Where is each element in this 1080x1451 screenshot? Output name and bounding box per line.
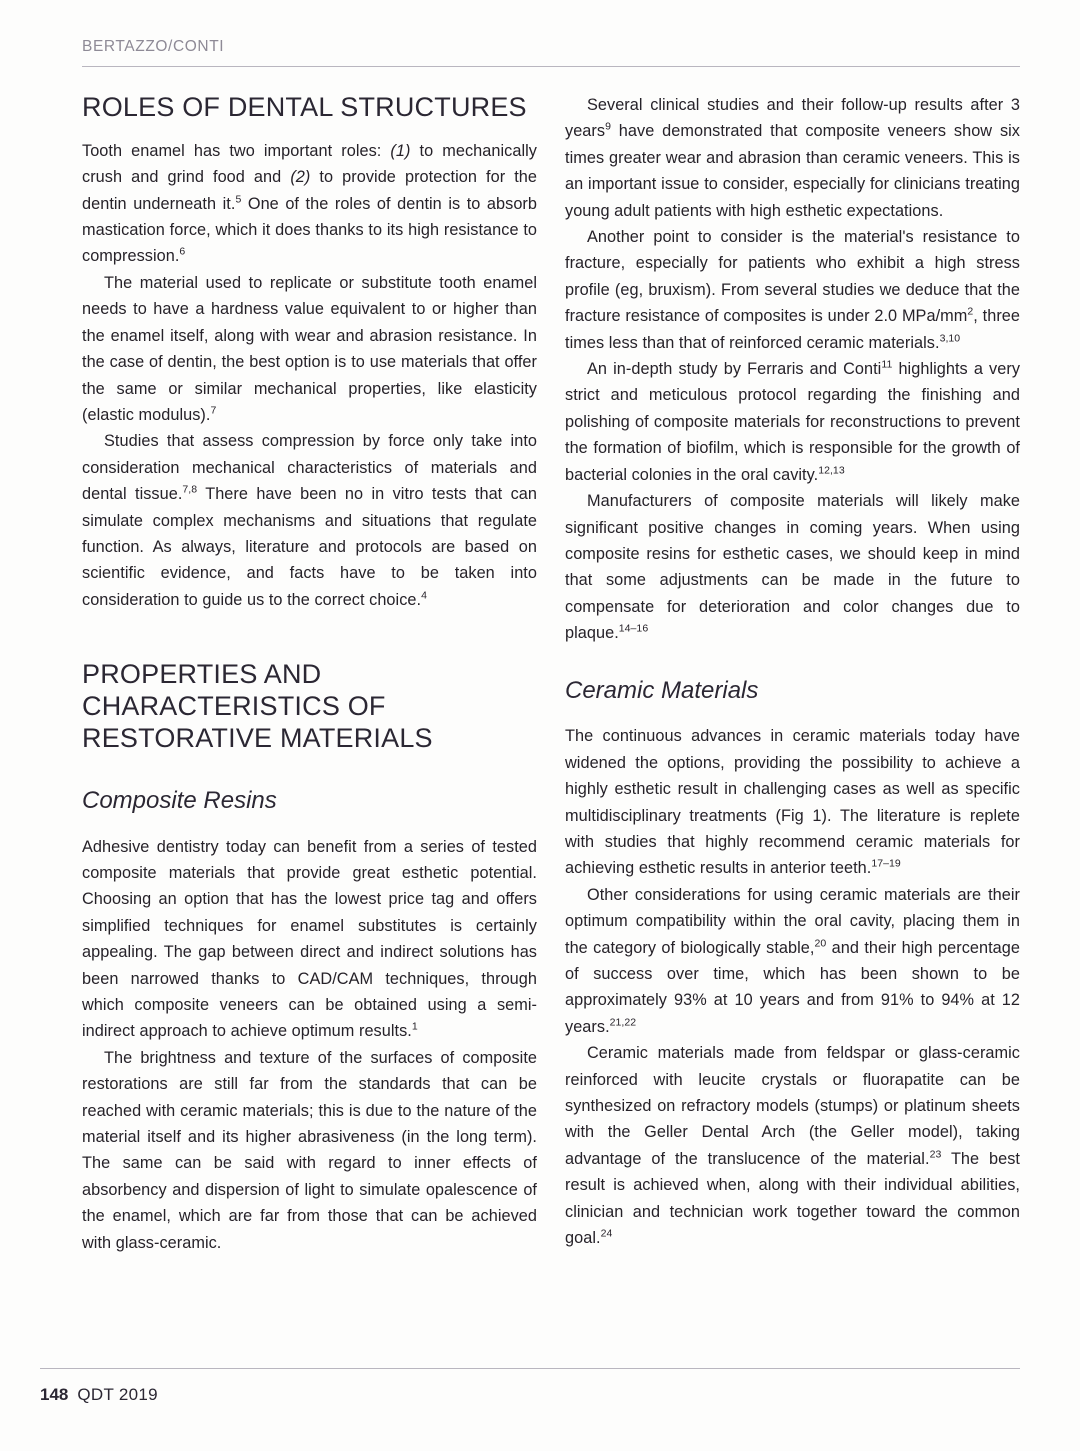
paragraph: Manufacturers of composite materials will likely make significant positive changes in coming years. When using composite resins for esthetic cases, we should keep in mind that some adjustments can be made in the future to compensate for deterioration and color changes due to plaque.$^{14-16}$ (565, 492, 1020, 643)
running-head: BERTAZZO/CONTI (82, 38, 225, 55)
subsection-heading-composite-resins: Composite Resins (82, 786, 277, 814)
header-divider (82, 66, 1020, 67)
footer-divider (40, 1368, 1020, 1369)
paragraph: Other considerations for using ceramic materials are their optimum compatibility within the oral cavity, placing them in the category of biologically stable,$^{20}$ and their high percentage of success over time, which has been shown to be approximately 93% at 10 years and from 91% to 94% at 12 years.$^{21,22}$ (565, 885, 1020, 1036)
paragraph: Adhesive dentistry today can benefit from a series of tested composite materials that provide great esthetic potential. Choosing an option that has the lowest price tag and offers simplified techniques for enamel substitutes is certainly appealing. The gap between direct and indirect solutions has been narrowed thanks to CAD/CAM techniques, through which composite veneers can be obtained using a semi-indirect approach to achieve optimum results.$^1$ (82, 837, 537, 1041)
paragraph: Several clinical studies and their follow-up results after 3 years$^9$ have demonstrated that composite veneers show six times greater wear and abrasion than ceramic veneers. This is an important issue to consider, especially for clinicians treating young adult patients with high esthetic expectations. (565, 96, 1020, 220)
paragraph: The brightness and texture of the surfaces of composite restorations are still far from the standards that can be reached with ceramic materials; this is due to the nature of the material itself and its higher abrasiveness (in the long term). The same can be said with regard to inner effects of absorbency and dispersion of light to simulate opalescence of the enamel, which are far from those that can be achieved with glass-ceramic. (82, 1048, 537, 1252)
publication-label: QDT 2019 (77, 1385, 158, 1404)
paragraph: An in-depth study by Ferraris and Conti$^{11}$ highlights a very strict and meticulous protocol regarding the finishing and polishing of composite materials for reconstructions to prevent the formation of biofilm, which is responsible for the growth of bacterial colonies in the oral cavity.$^{12,13}$ (565, 358, 1021, 484)
paragraph: Studies that assess compression by force only take into consideration mechanical characteristics of materials and dental tissue.$^{7,8}$ There have been no in vitro tests that can simulate complex mechanisms and situations that regulate function. As always, literature and protocols are based on scientific evidence, and facts have to be taken into consideration to guide us to the correct choice.$^4$ (82, 432, 537, 609)
section-heading-properties: PROPERTIES AND CHARACTERISTICS OF RESTORATIVE MATERIALS (82, 659, 433, 753)
page-number: 148 (40, 1385, 69, 1404)
page-footer (40, 1385, 158, 1405)
right-column (565, 92, 1020, 1251)
section-heading-roles: ROLES OF DENTAL STRUCTURES (82, 92, 527, 122)
paragraph: Ceramic materials made from feldspar or glass-ceramic reinforced with leucite crystals or fluorapatite can be synthesized on refractory models (stumps) or platinum sheets with the Geller Dental Arch (the Geller model), taking advantage of the translucence of the material.$^{23}$ The best result is achieved when, along with their individual abilities, clinician and technician work together toward the common goal.$^{24}$ (565, 1044, 1021, 1248)
paragraph: Tooth enamel has two important roles: (1) to mechanically crush and grind food and (2) to provide protection for the dentin underneath it.$^5$ One of the roles of dentin is to absorb mastication force, which it does thanks to its high resistance to compression.$^6$ (82, 141, 538, 266)
subsection-heading-ceramic-materials: Ceramic Materials (565, 676, 759, 704)
paragraph: The continuous advances in ceramic materials today have widened the options, providing the possibility to achieve a highly esthetic result in challenging cases as well as specific multidisciplinary treatments (Fig 1). The literature is replete with studies that highly recommend ceramic materials for achieving esthetic results in anterior teeth.$^{17-19}$ (565, 727, 1020, 878)
paragraph: The material used to replicate or substitute tooth enamel needs to have a hardness value equivalent to or higher than the enamel itself, along with wear and abrasion resistance. In the case of dentin, the best option is to use materials that offer the same or similar mechanical properties, like elasticity (elastic modulus).$^7$ (82, 273, 537, 424)
left-column (82, 92, 537, 1256)
paragraph: Another point to consider is the material's resistance to fracture, especially for patients who exhibit a high stress profile (eg, bruxism). From several studies we deduce that the fracture resistance of composites is under 2.0 MPa/$mm^2$, three times less than that of reinforced ceramic materials.$^{3,10}$ (565, 228, 1020, 352)
